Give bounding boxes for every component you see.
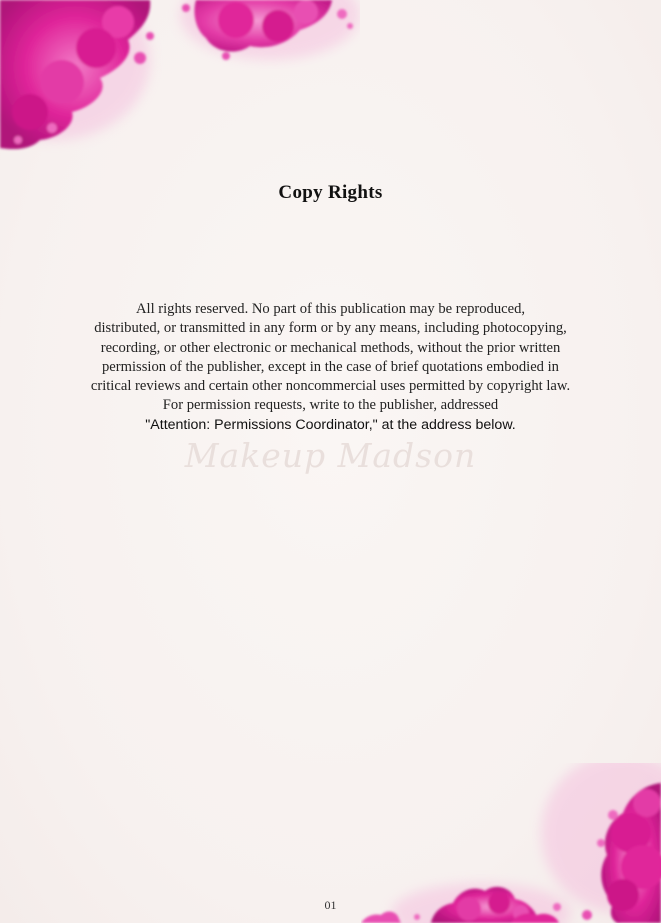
notice-line-attention: "Attention: Permissions Coordinator," at the address below.	[145, 416, 516, 433]
notice-line: critical reviews and certain other noncommercial uses permitted by copyright law.	[90, 378, 571, 395]
watermark: Makeup Madson	[184, 436, 477, 475]
notice-line: recording, or other electronic or mechanical methods, without the prior written	[100, 339, 561, 356]
notice-line: For permission requests, write to the publisher, addressed	[162, 397, 499, 414]
notice-line: All rights reserved. No part of this publication may be reproduced,	[135, 301, 526, 317]
page-number: 01	[324, 898, 337, 912]
page-title: Copy Rights	[278, 182, 383, 203]
copyright-notice	[30, 300, 631, 435]
pink-ink-splash-top-left	[0, 0, 360, 170]
notice-line: permission of the publisher, except in the case of brief quotations embodied in	[102, 358, 559, 375]
notice-line: distributed, or transmitted in any form or by any means, including photocopying,	[94, 320, 567, 337]
